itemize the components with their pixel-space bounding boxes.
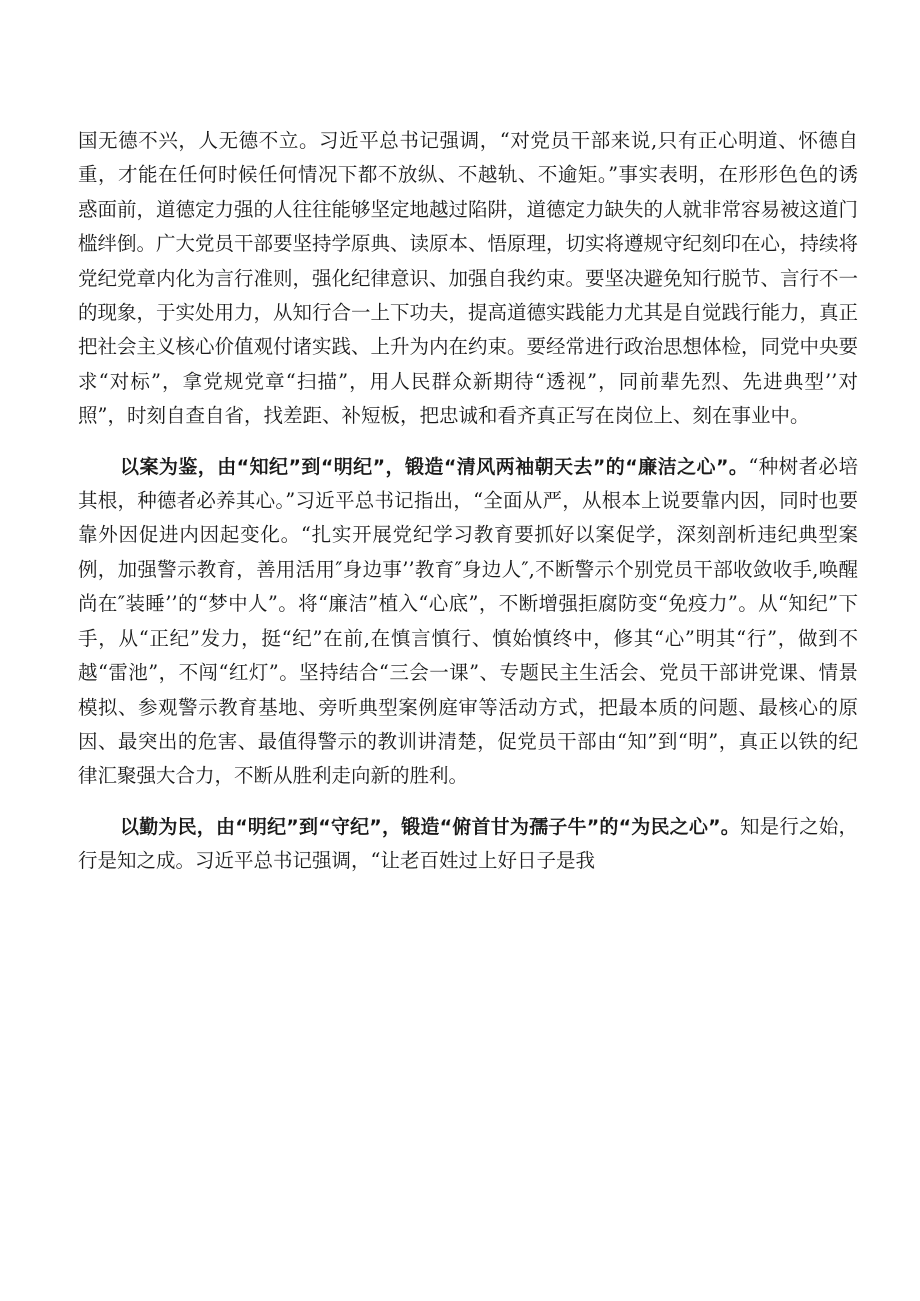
paragraph-2-text: “种树者必培其根，种德者必养其心。”习近平总书记指出，“全面从严，从根本上说要靠内因，同时也要靠外因促进内因起变化。“扎实开展党纪学习教育要抓好以案促学，深刻剖析违纪典型案例，加强警示教育，善用活用″身边事’’教育″身边人″,不断警示个别党员干部收敛收手,唤醒尚在″装睡’’的“梦中人”。将“廉洁”植入“心底”，不断增强拒腐防变“免疫力”。从“知纪”下手，从“正纪”发力，挺“纪”在前,在慎言慎行、慎始慎终中，修其“心”明其“行”，做到不越“雷池”，不闯“红灯”。坚持结合“三会一课”、专题民主生活会、党员干部讲党课、情景模拟、参观警示教育基地、旁听典型案例庭审等活动方式，把最本质的问题、最核心的原因、最突出的危害、最值得警示的教训讲清楚，促党员干部由“知”到“明”，真正以铁的纪律汇聚强大合力，不断从胜利走向新的胜利。	[78, 454, 858, 788]
paragraph-2-heading: 以案为鉴，由“知纪”到“明纪”，锻造“清风两袖朝天去”的“廉洁之心”。	[120, 455, 749, 478]
document-body	[78, 124, 858, 879]
paragraph-1	[78, 124, 858, 434]
paragraph-3	[78, 810, 858, 879]
paragraph-3-text: 知是行之始，行是知之成。习近平总书记强调，“让老百姓过上好日子是我	[78, 814, 858, 873]
paragraph-2	[78, 450, 858, 794]
paragraph-1-text: 国无德不兴，人无德不立。习近平总书记强调，“对党员干部来说,只有正心明道、怀德自重，才能在任何时候任何情况下都不放纵、不越轨、不逾矩。”事实表明，在形形色色的诱惑面前，道德定力强的人往往能够坚定地越过陷阱，道德定力缺失的人就非常容易被这道门槛绊倒。广大党员干部要坚持学原典、读原本、悟原理，切实将遵规守纪刻印在心，持续将党纪党章内化为言行准则，强化纪律意识、加强自我约束。要坚决避免知行脱节、言行不一的现象，于实处用力，从知行合一上下功夫，提高道德实践能力尤其是自觉践行能力，真正把社会主义核心价值观付诸实践、上升为内在约束。要经常进行政治思想体检，同党中央要求“对标”，拿党规党章“扫描”，用人民群众新期待“透视”，同前辈先烈、先进典型’’对照”，时刻自查自省，找差距、补短板，把忠诚和看齐真正写在岗位上、刻在事业中。	[78, 129, 859, 428]
paragraph-3-heading: 以勤为民，由“明纪”到“守纪”，锻造“俯首甘为孺子牛”的“为民之心”。	[120, 815, 740, 838]
